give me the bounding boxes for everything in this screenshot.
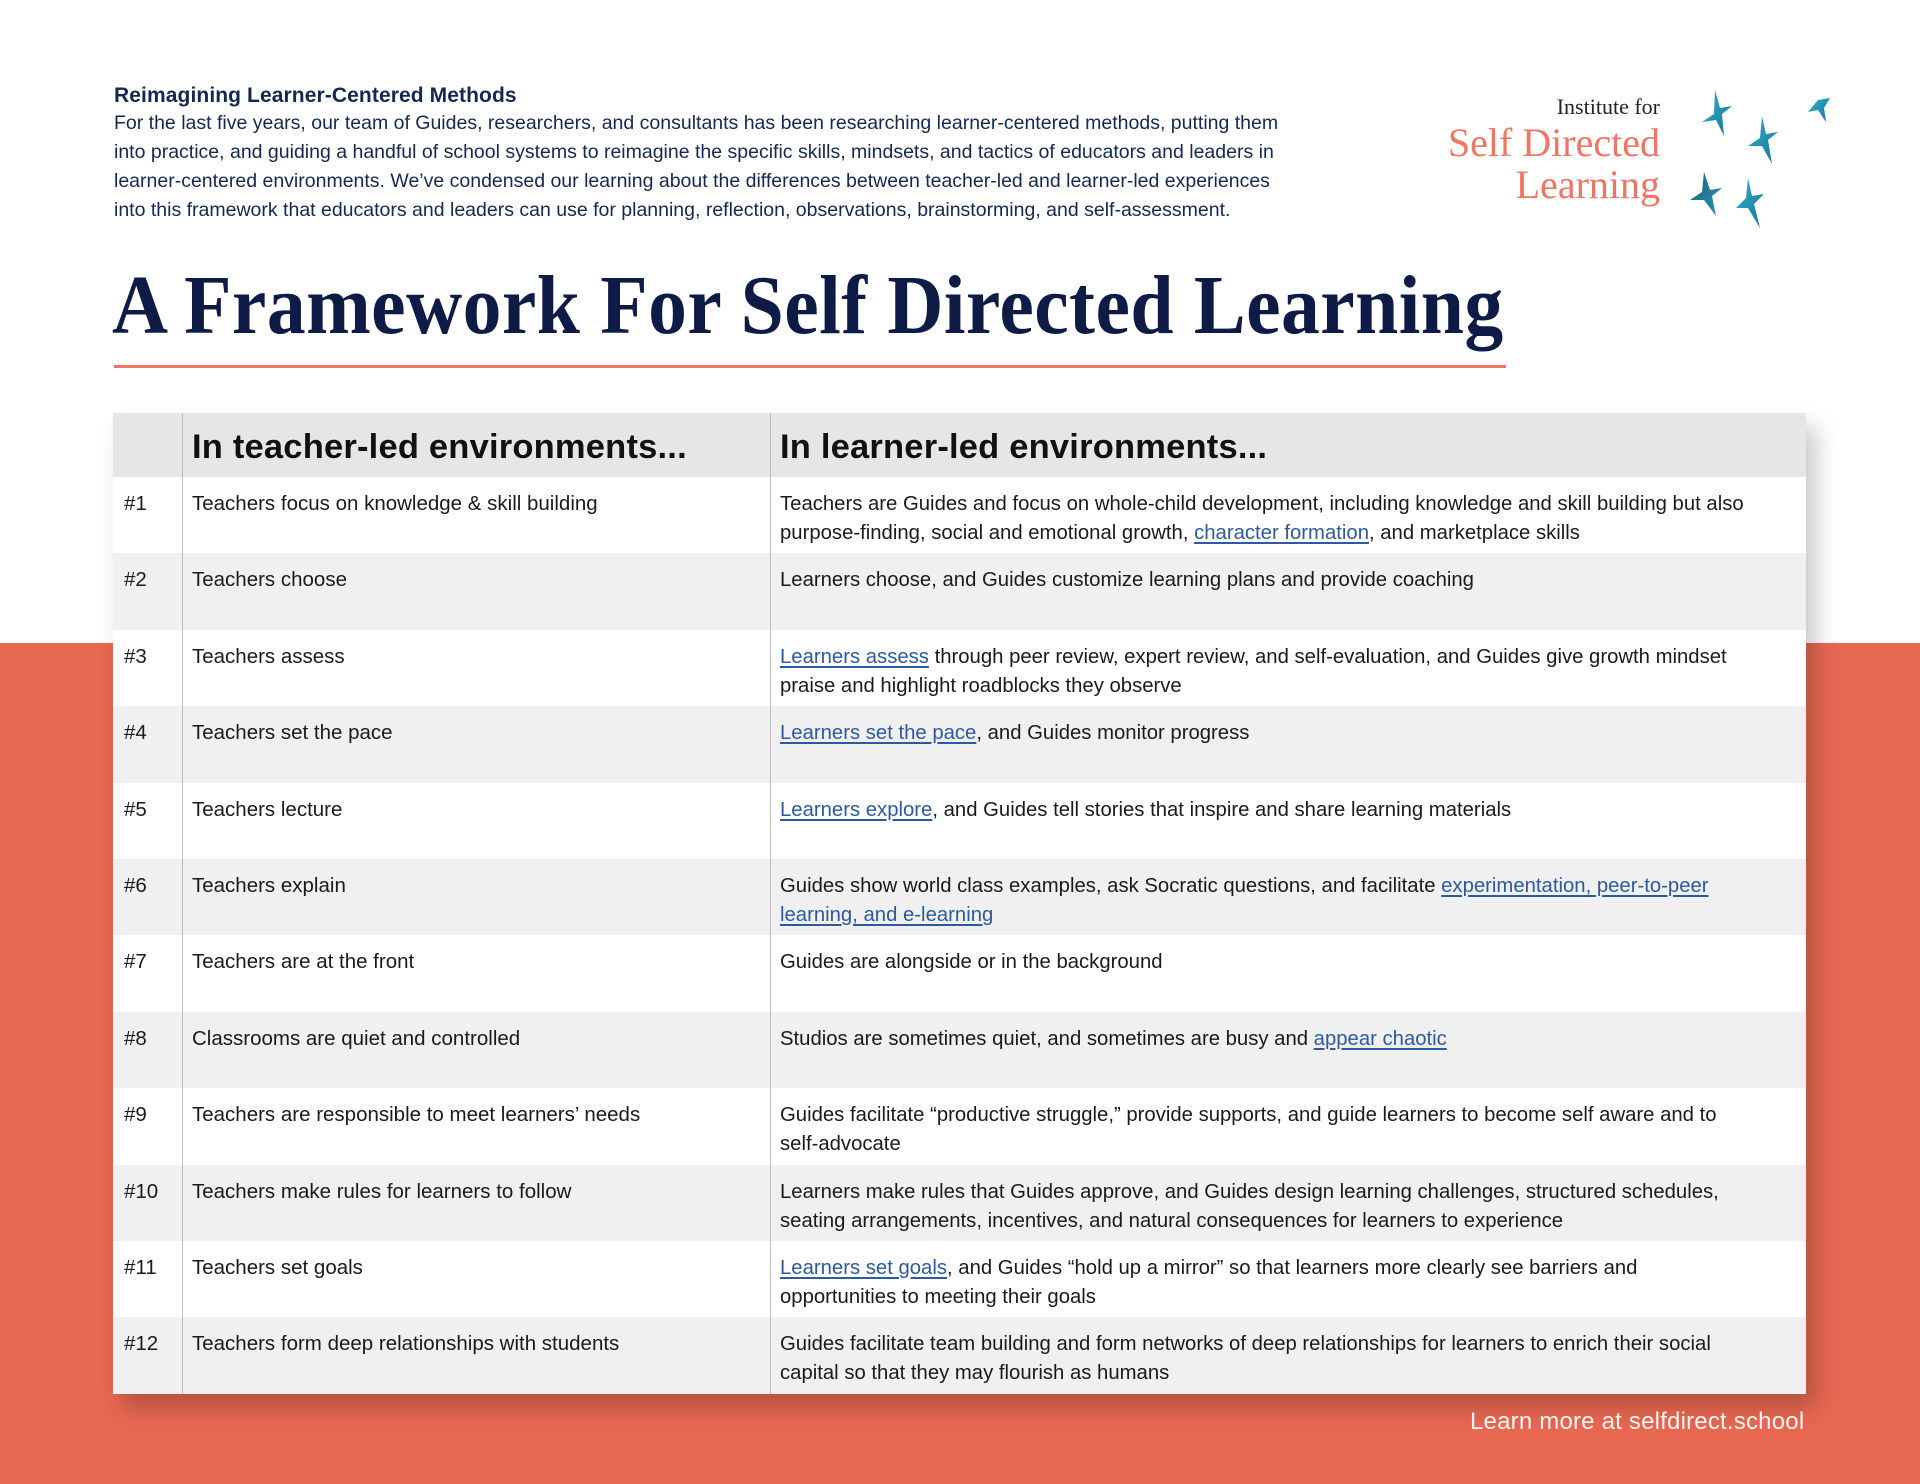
table-row	[113, 1012, 1806, 1088]
intro-paragraph-line: into practice, and guiding a handful of school systems to reimagine the specific skills, mindsets, and tactics of educators and leaders in	[114, 141, 1274, 163]
logo-line-institute: Institute for	[1556, 94, 1660, 119]
inline-resource-link[interactable]: Learners set goals	[780, 1255, 947, 1279]
learner-led-text-line	[780, 947, 1788, 976]
learner-led-text-segment: purpose-finding, social and emotional growth,	[780, 521, 1195, 544]
teacher-led-text: Teachers explain	[192, 873, 346, 897]
inline-resource-link[interactable]: Learners assess	[780, 644, 929, 668]
teacher-led-cell	[183, 783, 771, 859]
table-row	[113, 935, 1806, 1011]
learner-led-cell	[771, 935, 1806, 1011]
institute-logo	[1420, 88, 1840, 238]
learner-led-cell	[771, 477, 1806, 553]
learner-led-text-segment: Teachers are Guides and focus on whole-child development, including knowledge and skill building but also	[780, 492, 1744, 515]
learner-led-text-segment: through peer review, expert review, and self-evaluation, and Guides give growth mindset	[928, 644, 1727, 668]
learner-led-text-line	[780, 1129, 1788, 1158]
learner-led-text-segment: Guides facilitate “productive struggle,” provide supports, and guide learners to become self aware and to	[780, 1103, 1717, 1127]
learner-led-cell	[771, 1165, 1806, 1241]
row-number: #12	[124, 1332, 159, 1356]
teacher-led-cell	[183, 477, 771, 553]
teacher-led-cell	[183, 553, 771, 629]
teacher-led-cell	[183, 1012, 771, 1088]
learner-led-text-segment: seating arrangements, incentives, and natural consequences for learners to experience	[780, 1208, 1564, 1232]
row-number: #4	[124, 721, 147, 745]
table-row	[113, 1317, 1806, 1393]
teacher-led-text: Teachers lecture	[192, 797, 343, 821]
inline-resource-link[interactable]: Learners set the pace	[780, 721, 977, 745]
table-row	[113, 1241, 1806, 1317]
row-number-cell	[113, 1165, 183, 1241]
learner-led-text-line	[780, 1024, 1788, 1053]
page-title: A Framework For Self Directed Learning	[112, 259, 1504, 352]
teacher-led-text: Teachers focus on knowledge & skill building	[192, 492, 598, 515]
learner-led-text-segment: Studios are sometimes quiet, and sometimes are busy and	[780, 1026, 1314, 1050]
row-number: #2	[124, 568, 147, 592]
table-body	[113, 477, 1806, 1394]
learner-led-cell	[771, 1088, 1806, 1164]
row-number: #9	[124, 1103, 147, 1127]
row-number-cell	[113, 935, 183, 1011]
learner-led-text-segment: Guides show world class examples, ask Socratic questions, and facilitate	[780, 873, 1442, 897]
learner-led-text-segment: Learners choose, and Guides customize learning plans and provide coaching	[780, 568, 1474, 592]
table-row	[113, 859, 1806, 935]
row-number-cell	[113, 783, 183, 859]
header-num-cell	[113, 413, 183, 477]
row-number: #7	[124, 950, 147, 974]
teacher-led-text: Teachers are responsible to meet learners’ needs	[192, 1103, 641, 1127]
learner-led-text-line	[780, 565, 1788, 594]
row-number-cell	[113, 1012, 183, 1088]
birds-flock-icon	[1690, 88, 1840, 238]
table-row	[113, 553, 1806, 629]
learner-led-cell	[771, 859, 1806, 935]
teacher-led-cell	[183, 1241, 771, 1317]
teacher-led-cell	[183, 859, 771, 935]
learner-led-text-segment: opportunities to meeting their goals	[780, 1284, 1096, 1308]
title-underline-divider	[114, 365, 1506, 368]
learner-led-text-segment: Learners make rules that Guides approve, and Guides design learning challenges, structured schedules,	[780, 1179, 1719, 1203]
teacher-led-text: Teachers choose	[192, 568, 347, 592]
learner-led-cell	[771, 1241, 1806, 1317]
row-number-cell	[113, 477, 183, 553]
teacher-led-cell	[183, 630, 771, 706]
learner-led-text-segment: , and Guides tell stories that inspire and share learning materials	[932, 797, 1512, 821]
learner-led-text-segment: , and Guides monitor progress	[976, 721, 1250, 745]
learner-led-text-segment: Guides facilitate team building and form networks of deep relationships for learners to enrich their social	[780, 1332, 1711, 1356]
row-number: #1	[124, 492, 147, 515]
header-teacher-led-cell	[183, 413, 771, 477]
learner-led-text-line	[780, 1206, 1788, 1235]
table-header-row	[113, 413, 1806, 477]
learner-led-text-line	[780, 1100, 1788, 1129]
learner-led-text-line	[780, 671, 1788, 700]
learner-led-cell	[771, 783, 1806, 859]
learner-led-text-line	[780, 489, 1788, 518]
teacher-led-text: Classrooms are quiet and controlled	[192, 1026, 521, 1050]
logo-wordmark	[1448, 122, 1660, 206]
inline-resource-link[interactable]: character formation	[1194, 521, 1369, 544]
teacher-led-text: Teachers make rules for learners to follow	[192, 1179, 572, 1203]
learner-led-cell	[771, 1317, 1806, 1393]
teacher-led-text: Teachers set the pace	[192, 721, 393, 745]
row-number-cell	[113, 1088, 183, 1164]
intro-paragraph-line: For the last five years, our team of Guides, researchers, and consultants has been researching learner-centered methods, putting them	[114, 112, 1279, 134]
row-number-cell	[113, 859, 183, 935]
teacher-led-text: Teachers set goals	[192, 1255, 363, 1279]
teacher-led-text: Teachers assess	[192, 644, 345, 668]
learner-led-text-line	[780, 1177, 1788, 1206]
learner-led-text-line	[780, 518, 1788, 547]
header-teacher-led-label: In teacher-led environments...	[192, 428, 687, 466]
footer-website-link[interactable]: Learn more at selfdirect.school	[1470, 1408, 1805, 1435]
learner-led-cell	[771, 1012, 1806, 1088]
learner-led-cell	[771, 630, 1806, 706]
logo-line-learning: Learning	[1515, 162, 1660, 207]
logo-line-self-directed: Self Directed	[1447, 120, 1660, 165]
row-number-cell	[113, 1241, 183, 1317]
intro-heading: Reimagining Learner-Centered Methods	[114, 84, 517, 107]
learner-led-text-segment: capital so that they may flourish as humans	[780, 1361, 1170, 1385]
learner-led-text-line	[780, 718, 1788, 747]
teacher-led-cell	[183, 1165, 771, 1241]
header-learner-led-label: In learner-led environments...	[780, 428, 1268, 466]
learner-led-cell	[771, 706, 1806, 782]
row-number: #5	[124, 797, 147, 821]
row-number-cell	[113, 630, 183, 706]
teacher-led-text: Teachers form deep relationships with students	[192, 1332, 620, 1356]
learner-led-text-line	[780, 871, 1788, 900]
intro-section	[114, 83, 1404, 225]
learner-led-text-line	[780, 1358, 1788, 1387]
learner-led-text-segment: praise and highlight roadblocks they observe	[780, 673, 1182, 697]
teacher-led-cell	[183, 1317, 771, 1393]
learner-led-text-line	[780, 1329, 1788, 1358]
framework-table	[113, 413, 1806, 1394]
inline-resource-link[interactable]: appear chaotic	[1313, 1026, 1447, 1050]
table-row	[113, 1165, 1806, 1241]
learner-led-text-line	[780, 1253, 1788, 1282]
learner-led-text-line	[780, 642, 1788, 671]
teacher-led-cell	[183, 1088, 771, 1164]
teacher-led-cell	[183, 935, 771, 1011]
row-number-cell	[113, 553, 183, 629]
table-row	[113, 783, 1806, 859]
row-number: #3	[124, 644, 147, 668]
learner-led-text-segment: , and marketplace skills	[1368, 521, 1580, 544]
row-number: #10	[124, 1179, 159, 1203]
inline-resource-link[interactable]: experimentation, peer-to-peer	[1441, 873, 1709, 897]
learner-led-text-line	[780, 900, 1788, 929]
table-row	[113, 1088, 1806, 1164]
row-number-cell	[113, 1317, 183, 1393]
intro-paragraph-line: learner-centered environments. We’ve condensed our learning about the differences between teacher-led and learner-led experiences	[114, 170, 1270, 192]
row-number-cell	[113, 706, 183, 782]
intro-paragraph-line: into this framework that educators and leaders can use for planning, reflection, observations, brainstorming, and self-assessment.	[114, 199, 1231, 221]
row-number: #11	[124, 1255, 157, 1279]
table-row	[113, 706, 1806, 782]
table-row	[113, 477, 1806, 553]
learner-led-text-segment: , and Guides “hold up a mirror” so that learners more clearly see barriers and	[946, 1255, 1638, 1279]
learner-led-text-line	[780, 795, 1788, 824]
inline-resource-link[interactable]: learning, and e-learning	[780, 902, 994, 926]
inline-resource-link[interactable]: Learners explore	[780, 797, 933, 821]
header-learner-led-cell	[771, 413, 1806, 477]
learner-led-text-segment: self-advocate	[780, 1132, 901, 1156]
teacher-led-text: Teachers are at the front	[192, 950, 415, 974]
learner-led-text-line	[780, 1282, 1788, 1311]
row-number: #8	[124, 1026, 147, 1050]
teacher-led-cell	[183, 706, 771, 782]
learner-led-text-segment: Guides are alongside or in the background	[780, 950, 1163, 974]
row-number: #6	[124, 873, 147, 897]
table-row	[113, 630, 1806, 706]
learner-led-cell	[771, 553, 1806, 629]
